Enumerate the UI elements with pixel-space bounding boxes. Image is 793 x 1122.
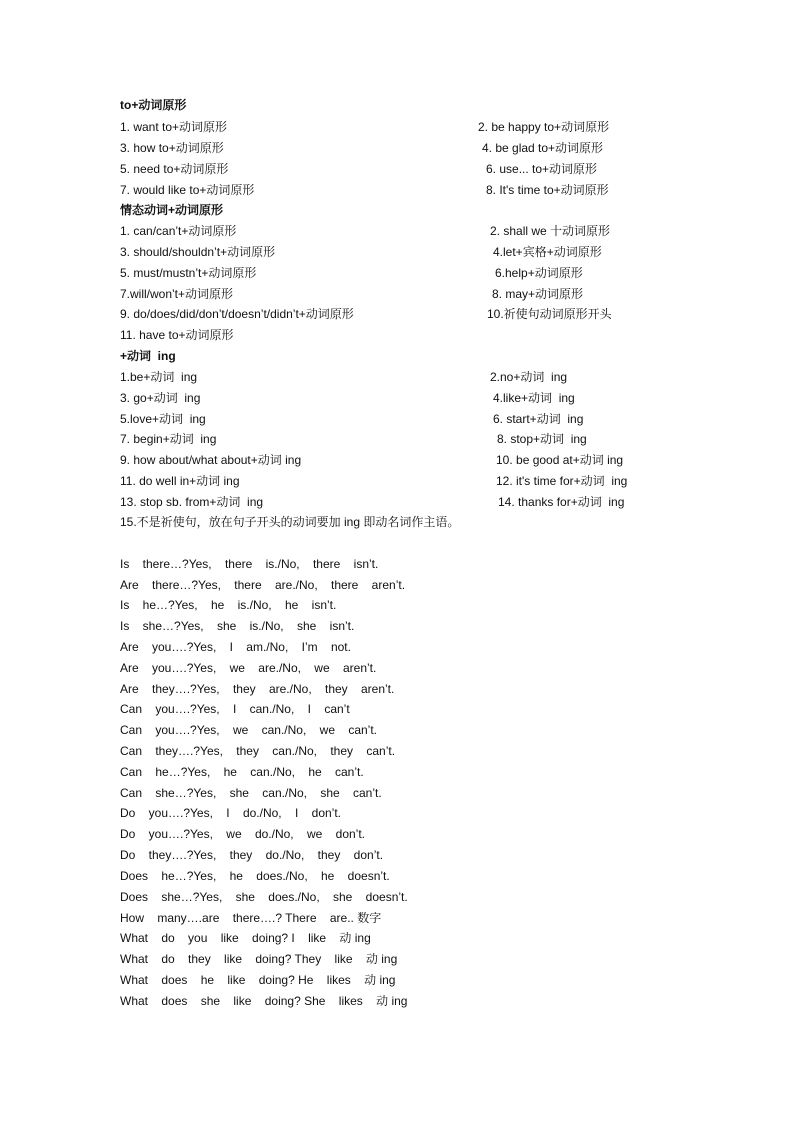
section2-heading: 情态动词+动词原形	[120, 203, 224, 217]
section3-row	[0, 473, 793, 489]
section3-item: 4.like+动词 ing	[493, 391, 575, 405]
section1-row	[0, 119, 793, 135]
section1-item: 2. be happy to+动词原形	[478, 120, 610, 134]
section3-item: 11. do well in+动词 ing	[120, 474, 240, 488]
qa-line: Do they….?Yes, they do./No, they don’t.	[120, 848, 384, 862]
section2-row	[0, 306, 793, 322]
section2-row	[0, 286, 793, 302]
section3-row	[0, 369, 793, 385]
qa-line: Is there…?Yes, there is./No, there isn’t.	[120, 557, 379, 571]
section3-item: 3. go+动词 ing	[120, 391, 201, 405]
section3-item: 6. start+动词 ing	[493, 412, 584, 426]
qa-line: Does she…?Yes, she does./No, she doesn’t.	[120, 890, 408, 904]
qa-line: Does he…?Yes, he does./No, he doesn’t.	[120, 869, 390, 883]
section1-row	[0, 161, 793, 177]
qa-line: Are they….?Yes, they are./No, they aren’t.	[120, 682, 395, 696]
qa-line: What do they like doing? They like 动 ing	[120, 952, 398, 966]
section3-row	[0, 411, 793, 427]
section3-item: 13. stop sb. from+动词 ing	[120, 495, 264, 509]
section3-extra: 15.不是祈使句，放在句子开头的动词要加 ing 即动名词作主语。	[120, 515, 460, 529]
qa-line: What does he like doing? He likes 动 ing	[120, 973, 396, 987]
section2-item: 2. shall we 十动词原形	[490, 224, 611, 238]
section2-item: 5. must/mustn’t+动词原形	[120, 266, 257, 280]
qa-line: Do you….?Yes, we do./No, we don’t.	[120, 827, 366, 841]
section1-row	[0, 140, 793, 156]
section1-item: 8. It's time to+动词原形	[486, 183, 609, 197]
section1-heading: to+动词原形	[120, 98, 187, 112]
section3-row	[0, 452, 793, 468]
section3-heading: +动词 ing	[120, 349, 176, 363]
section1-item: 4. be glad to+动词原形	[482, 141, 604, 155]
qa-line: Can he…?Yes, he can./No, he can’t.	[120, 765, 364, 779]
qa-line: How many….are there….? There are.. 数字	[120, 911, 382, 925]
section1-item: 5. need to+动词原形	[120, 162, 229, 176]
qa-line: What do you like doing? I like 动 ing	[120, 931, 371, 945]
qa-line: Can she…?Yes, she can./No, she can’t.	[120, 786, 382, 800]
qa-line: Can they….?Yes, they can./No, they can’t.	[120, 744, 396, 758]
section3-item: 7. begin+动词 ing	[120, 432, 217, 446]
section3-item: 10. be good at+动词 ing	[496, 453, 624, 467]
qa-line: Is he…?Yes, he is./No, he isn’t.	[120, 598, 337, 612]
section3-row	[0, 390, 793, 406]
section2-row	[0, 265, 793, 281]
section3-item: 12. it's time for+动词 ing	[496, 474, 628, 488]
qa-line: Are you….?Yes, we are./No, we aren’t.	[120, 661, 377, 675]
qa-line: Is she…?Yes, she is./No, she isn’t.	[120, 619, 355, 633]
section2-extra: 11. have to+动词原形	[120, 328, 234, 342]
section3-item: 14. thanks for+动词 ing	[498, 495, 625, 509]
section1-item: 7. would like to+动词原形	[120, 183, 255, 197]
section2-item: 8. may+动词原形	[492, 287, 584, 301]
section1-item: 1. want to+动词原形	[120, 120, 228, 134]
section2-row	[0, 244, 793, 260]
section2-row	[0, 223, 793, 239]
section1-item: 6. use... to+动词原形	[486, 162, 598, 176]
section3-item: 1.be+动词 ing	[120, 370, 198, 384]
section2-item: 10.祈使句动词原形开头	[487, 307, 612, 321]
qa-line: Are there…?Yes, there are./No, there aren’t.	[120, 578, 406, 592]
section2-item: 9. do/does/did/don’t/doesn’t/didn’t+动词原形	[120, 307, 354, 321]
section2-item: 6.help+动词原形	[495, 266, 583, 280]
qa-line: What does she like doing? She likes 动 ing	[120, 994, 408, 1008]
section1-row	[0, 182, 793, 198]
section2-item: 1. can/can’t+动词原形	[120, 224, 237, 238]
section3-item: 5.love+动词 ing	[120, 412, 206, 426]
section2-item: 3. should/shouldn’t+动词原形	[120, 245, 276, 259]
section2-item: 7.will/won’t+动词原形	[120, 287, 234, 301]
section1-item: 3. how to+动词原形	[120, 141, 224, 155]
section3-row	[0, 431, 793, 447]
qa-line: Can you….?Yes, we can./No, we can’t.	[120, 723, 378, 737]
section2-item: 4.let+宾格+动词原形	[493, 245, 602, 259]
section3-row	[0, 494, 793, 510]
section3-item: 9. how about/what about+动词 ing	[120, 453, 302, 467]
section3-item: 2.no+动词 ing	[490, 370, 568, 384]
qa-line: Do you….?Yes, I do./No, I don’t.	[120, 806, 341, 820]
section3-item: 8. stop+动词 ing	[497, 432, 587, 446]
qa-line: Can you….?Yes, I can./No, I can’t	[120, 702, 350, 716]
qa-line: Are you….?Yes, I am./No, I’m not.	[120, 640, 351, 654]
